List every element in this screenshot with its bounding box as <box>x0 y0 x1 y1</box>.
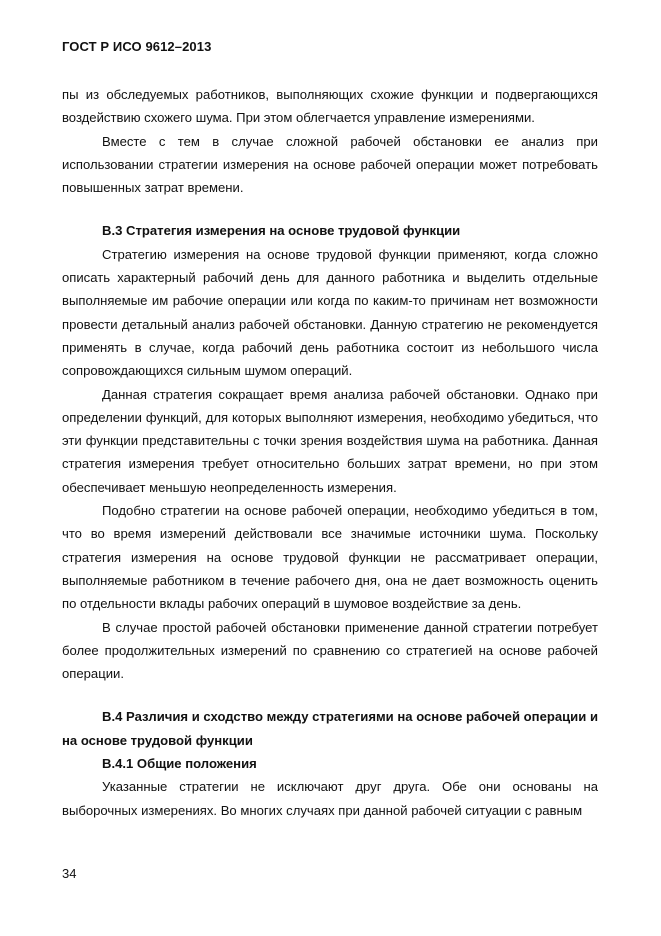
section-heading-b4: В.4 Различия и сходство между стратегиями на основе рабочей операции и на основе трудовой функции <box>62 709 598 748</box>
paragraph: Данная стратегия сокращает время анализа рабочей обстановки. Однако при определении функций, для которых выполняют измерения, необходимо убедиться, что эти функции представительны с точки зрения воздействия шума на работника. Данная стратегия измерения требует относительно больших затрат времени, но при этом обеспечивает меньшую неопределенность измерения. <box>62 386 598 495</box>
subsection-heading-b41: В.4.1 Общие положения <box>102 756 257 772</box>
spacer <box>62 199 598 219</box>
paragraph-continuation: пы из обследуемых работников, выполняющих схожие функции и подвергающихся воздействию схожего шума. При этом облегчается управление измерениями. <box>62 87 598 126</box>
document-body <box>62 83 598 822</box>
standard-header: ГОСТ Р ИСО 9612–2013 <box>62 39 212 54</box>
page-number: 34 <box>62 866 77 881</box>
section-heading-b3: В.3 Стратегия измерения на основе трудовой функции <box>102 223 461 239</box>
spacer <box>62 685 598 705</box>
paragraph: Указанные стратегии не исключают друг друга. Обе они основаны на выборочных измерениях. Во многих случаях при данной рабочей ситуации с равным <box>62 779 598 818</box>
paragraph: Стратегию измерения на основе трудовой функции применяют, когда сложно описать характерный рабочий день для данного работника и выделить отдельные выполняемые им рабочие операции или когда по каким-то причинам нет возможности провести детальный анализ рабочей обстановки. Данную стратегию не рекомендуется применять в случае, когда рабочий день работника состоит из небольшого числа сопровождающихся сильным шумом операций. <box>62 246 598 379</box>
paragraph: Вместе с тем в случае сложной рабочей обстановки ее анализ при использовании стратегии измерения на основе рабочей операции может потребовать повышенных затрат времени. <box>62 133 598 196</box>
paragraph: Подобно стратегии на основе рабочей операции, необходимо убедиться в том, что во время измерений действовали все значимые источники шума. Поскольку стратегия измерения на основе трудовой функции не рассматривает операции, выполняемые работником в течение рабочего дня, она не дает возможность оценить по отдельности вклады рабочих операций в шумовое воздействие за день. <box>62 503 598 612</box>
paragraph: В случае простой рабочей обстановки применение данной стратегии потребует более продолжительных измерений по сравнению со стратегией на основе рабочей операции. <box>62 619 598 682</box>
